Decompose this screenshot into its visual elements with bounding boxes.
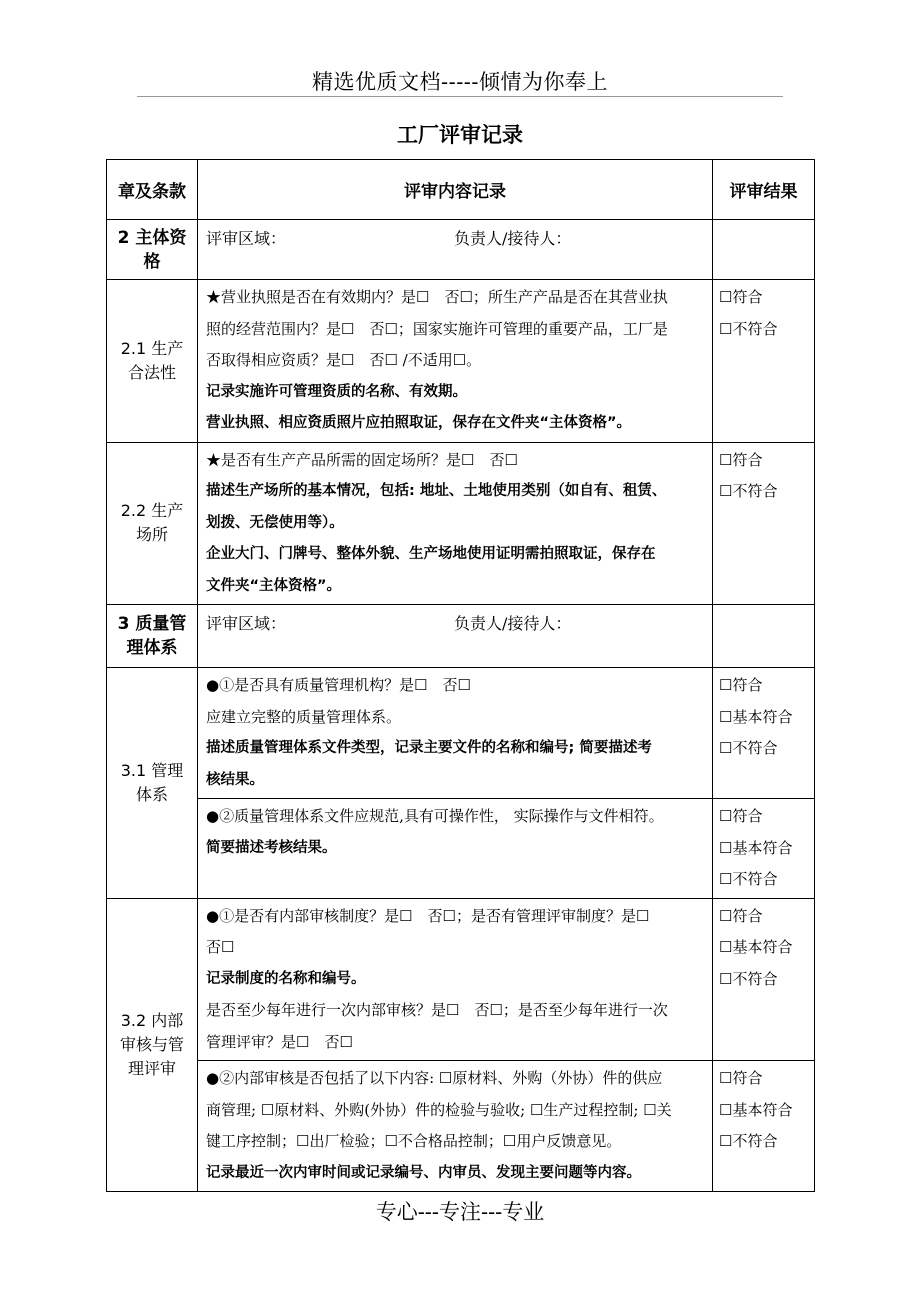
area-cell [198,605,713,668]
result-option-nonconform[interactable]: ☐不符合 [719,739,778,757]
result-option-conform[interactable]: ☐符合 [719,807,763,825]
result-cell [713,799,815,899]
section-row-3 [107,605,815,668]
area-cell [198,220,713,280]
clause-label: 2.1 生产合法性 [107,280,198,443]
content-line: ★是否有生产产品所需的固定场所？是☐ 否☐ [206,450,518,469]
result-option-conform[interactable]: ☐符合 [719,288,763,306]
section-label: 2 主体资格 [107,220,198,280]
review-table [106,159,815,1192]
clause-content [198,799,713,899]
content-line: 照的经营范围内？是☐ 否☐；国家实施许可管理的重要产品，工厂是 [206,319,668,338]
content-bold-line: 描述质量管理体系文件类型，记录主要文件的名称和编号; 简要描述考 [206,740,652,756]
clause-label: 2.2 生产场所 [107,442,198,605]
clause-content [198,1061,713,1192]
responsible-label: 负责人/接待人： [454,614,572,633]
result-cell [713,1061,815,1192]
result-cell [713,898,815,1061]
result-cell [713,280,815,443]
clause-row-3-2a [107,898,815,1061]
clause-row-3-1b [107,799,815,899]
result-cell [713,668,815,799]
result-option-nonconform[interactable]: ☐不符合 [719,1132,778,1150]
content-bold-line: 记录制度的名称和编号。 [206,970,366,987]
result-option-conform[interactable]: ☐符合 [719,450,763,469]
result-option-nonconform[interactable]: ☐不符合 [719,870,778,888]
content-line: ●②内部审核是否包括了以下内容: ☐原材料、外购（外协）件的供应 [206,1069,663,1087]
content-line: ●②质量管理体系文件应规范,具有可操作性， 实际操作与文件相符。 [206,807,664,825]
content-line: 应建立完整的质量管理体系。 [206,707,402,726]
content-line: ★营业执照是否在有效期内？是☐ 否☐；所生产产品是否在其营业执 [206,288,668,306]
content-bold-line: 描述生产场所的基本情况，包括: 地址、土地使用类别（如自有、租赁、 [206,483,667,499]
clause-content [198,280,713,443]
area-label: 评审区域： [206,229,287,248]
table-header-row [107,160,815,220]
col-header-section: 章及条款 [107,160,198,220]
clause-row-3-2b [107,1061,815,1192]
clause-label: 3.1 管理体系 [107,668,198,899]
result-option-basic-conform[interactable]: ☐基本符合 [719,707,793,726]
content-bold-line: 文件夹“主体资格”。 [206,577,342,594]
content-bold-line: 记录实施许可管理资质的名称、有效期。 [206,383,467,400]
clause-content [198,442,713,605]
content-bold-line: 企业大门、门牌号、整体外貌、生产场地使用证明需拍照取证，保存在 [206,546,656,562]
document-title: 工厂评审记录 [397,123,523,147]
clause-label: 3.2 内部审核与管理评审 [107,898,198,1192]
result-cell [713,442,815,605]
content-bold-line: 营业执照、相应资质照片应拍照取证，保存在文件夹“主体资格”。 [206,415,632,431]
result-option-basic-conform[interactable]: ☐基本符合 [719,1100,793,1119]
page-footer: 专心---专注---专业 [375,1200,545,1224]
col-header-content: 评审内容记录 [198,160,713,220]
result-option-nonconform[interactable]: ☐不符合 [719,482,778,500]
result-option-conform[interactable]: ☐符合 [719,1069,763,1087]
clause-row-2-1 [107,280,815,443]
content-line: 商管理; ☐原材料、外购(外协）件的检验与验收; ☐生产过程控制; ☐关 [206,1100,672,1119]
clause-content [198,898,713,1061]
section-row-2 [107,220,815,280]
section-label: 3 质量管理体系 [107,605,198,668]
header-divider [137,96,783,97]
content-line: 是否至少每年进行一次内部审核？是☐ 否☐；是否至少每年进行一次 [206,1001,668,1019]
content-bold-line: 划拨、无偿使用等）。 [206,514,344,531]
content-line: ●①是否有内部审核制度？是☐ 否☐；是否有管理评审制度？是☐ [206,906,650,925]
result-cell-empty [713,220,815,280]
content-bold-line: 简要描述考核结果。 [206,839,337,856]
content-line: 否取得相应资质？是☐ 否☐ /不适用☐。 [206,351,482,369]
content-line: 管理评审？是☐ 否☐ [206,1032,353,1051]
content-line: 否☐ [206,938,235,956]
responsible-label: 负责人/接待人： [454,229,572,248]
content-bold-line: 记录最近一次内审时间或记录编号、内审员、发现主要问题等内容。 [206,1164,641,1181]
clause-row-3-1a [107,668,815,799]
content-bold-line: 核结果。 [206,771,264,788]
result-option-conform[interactable]: ☐符合 [719,906,763,925]
result-option-nonconform[interactable]: ☐不符合 [719,969,778,988]
clause-content [198,668,713,799]
result-option-conform[interactable]: ☐符合 [719,676,763,694]
content-line: 键工序控制；☐出厂检验；☐不合格品控制；☐用户反馈意见。 [206,1132,622,1150]
result-cell-empty [713,605,815,668]
result-option-basic-conform[interactable]: ☐基本符合 [719,938,793,956]
col-header-result: 评审结果 [713,160,815,220]
page-header: 精选优质文档-----倾情为你奉上 [312,70,608,94]
result-option-basic-conform[interactable]: ☐基本符合 [719,838,793,857]
clause-row-2-2 [107,442,815,605]
result-option-nonconform[interactable]: ☐不符合 [719,319,778,338]
content-line: ●①是否具有质量管理机构？是☐ 否☐ [206,676,471,694]
area-label: 评审区域： [206,614,287,633]
